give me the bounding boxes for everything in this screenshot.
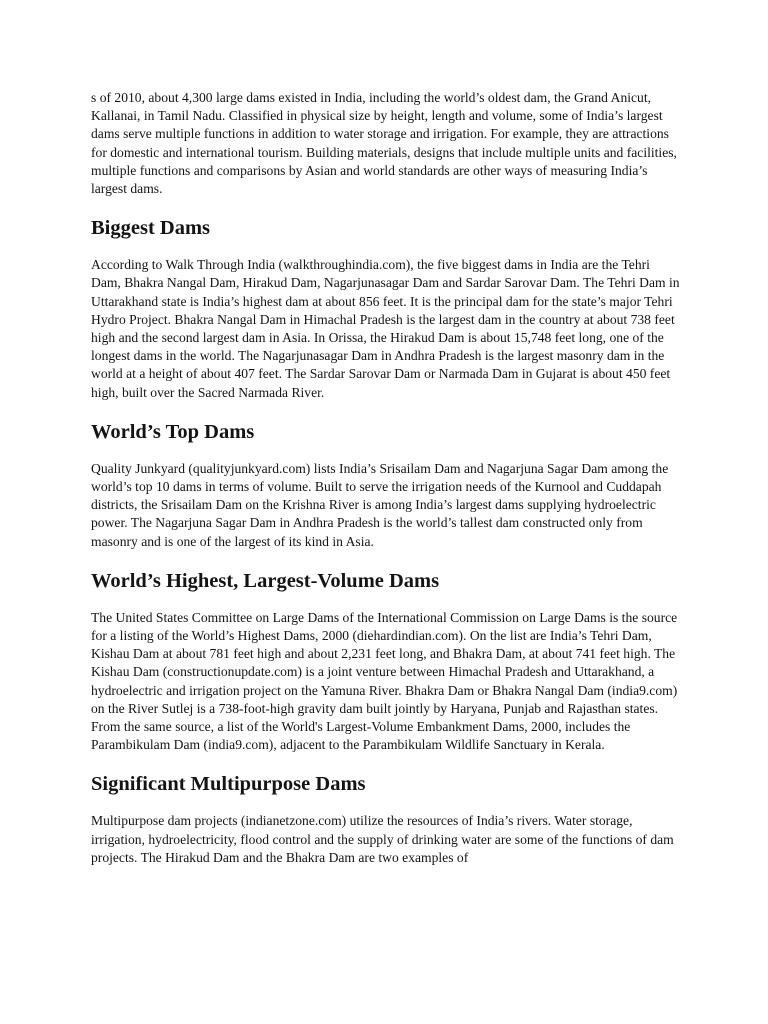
- section-heading-worlds-top-dams: World’s Top Dams: [91, 420, 255, 443]
- section-body-multipurpose-dams: Multipurpose dam projects (indianetzone.com) utilize the resources of India’s rivers. Water storage, irrigation, hydroelectricity, flood control and the supply of drinking water are some of the functions of dam projects. The Hirakud Dam and the Bhakra Dam are two examples of: [91, 813, 674, 865]
- section-body-worlds-top-dams: Quality Junkyard (qualityjunkyard.com) lists India’s Srisailam Dam and Nagarjuna Sagar Dam among the world’s top 10 dams in terms of volume. Built to serve the irrigation needs of the Kurnool and Cuddapah districts, the Srisailam Dam on the Krishna River is among India’s largest dams supplying hydroelectric power. The Nagarjuna Sagar Dam in Andhra Pradesh is the world’s tallest dam constructed only from masonry and is one of the largest of its kind in Asia.: [91, 460, 669, 549]
- section-heading-highest-largest-volume: World’s Highest, Largest-Volume Dams: [91, 569, 440, 592]
- section-heading-biggest-dams: Biggest Dams: [91, 217, 211, 240]
- section-body-biggest-dams: According to Walk Through India (walkthroughindia.com), the five biggest dams in India are the Tehri Dam, Bhakra Nangal Dam, Hirakud Dam, Nagarjunasagar Dam and Sardar Sarovar Dam. The Tehri Dam in Uttarakhand state is India’s highest dam at about 856 feet. It is the principal dam for the state’s major Tehri Hydro Project. Bhakra Nangal Dam in Himachal Pradesh is the largest dam in the country at about 738 feet high and the second largest dam in Asia. In Orissa, the Hirakud Dam is about 15,748 feet long, one of the longest dams in the world. The Nagarjunasagar Dam in Andhra Pradesh is the largest masonry dam in the world at a height of about 407 feet. The Sardar Sarovar Dam or Narmada Dam in Gujarat is about 450 feet high, built over the Sacred Narmada River.: [91, 257, 680, 400]
- document-page: [91, 89, 681, 867]
- intro-paragraph: s of 2010, about 4,300 large dams existed in India, including the world’s oldest dam, the Grand Anicut, Kallanai, in Tamil Nadu. Classified in physical size by height, length and volume, some of India’s largest dams serve multiple functions in addition to water storage and irrigation. For example, they are attractions for domestic and international tourism. Building materials, designs that include multiple units and facilities, multiple functions and comparisons by Asian and world standards are other ways of measuring India’s largest dams.: [91, 90, 677, 197]
- section-heading-multipurpose-dams: Significant Multipurpose Dams: [91, 773, 366, 796]
- section-body-highest-largest-volume: The United States Committee on Large Dams of the International Commission on Large Dams is the source for a listing of the World’s Highest Dams, 2000 (diehardindian.com). On the list are India’s Tehri Dam, Kishau Dam at about 781 feet high and about 2,231 feet long, and Bhakra Dam, at about 741 feet high. The Kishau Dam (constructionupdate.com) is a joint venture between Himachal Pradesh and Uttarakhand, a hydroelectric and irrigation project on the Yamuna River. Bhakra Dam or Bhakra Nangal Dam (india9.com) on the River Sutlej is a 738-foot-high gravity dam built jointly by Haryana, Punjab and Rajasthan states. From the same source, a list of the World's Largest-Volume Embankment Dams, 2000, includes the Parambikulam Dam (india9.com), adjacent to the Parambikulam Wildlife Sanctuary in Kerala.: [91, 609, 678, 753]
